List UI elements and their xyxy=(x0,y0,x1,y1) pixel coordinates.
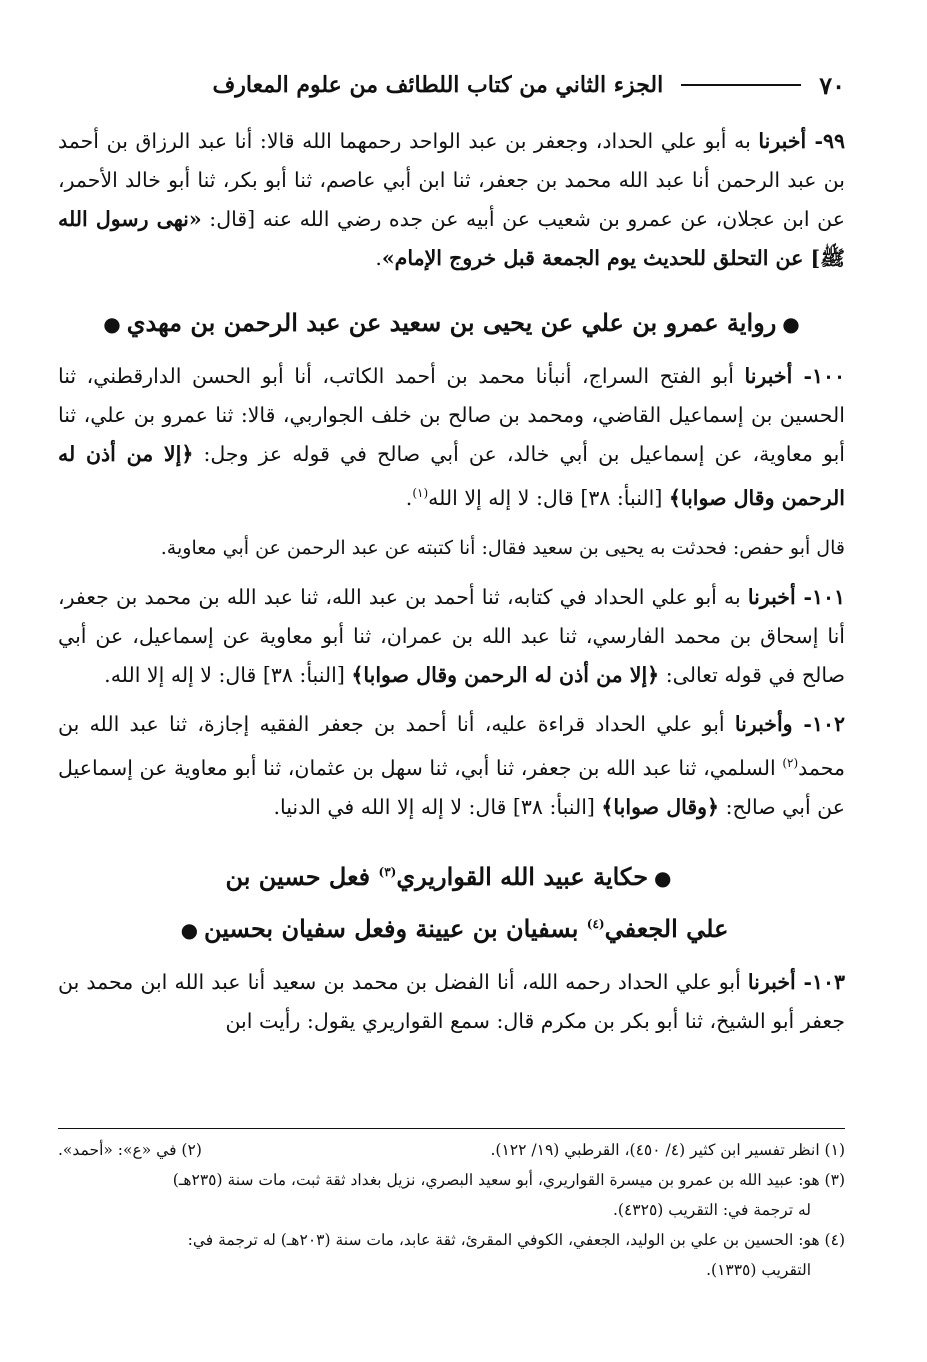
footnotes xyxy=(58,1128,845,1285)
footnote-ref-2: (٢) xyxy=(782,755,799,770)
abu-hafs-note: قال أبو حفص: فحدثت به يحيى بن سعيد فقال: أنا كتبته عن عبد الرحمن عن أبي معاوية. xyxy=(160,536,845,559)
footnote-ref-1: (١) xyxy=(412,486,429,500)
hadith-103: ١٠٣- أخبرنا أبو علي الحداد رحمه الله، أنا الفضل بن محمد بن سعيد أنا عبد الله ابن محمد بن جعفر أبو الشيخ، ثنا أبو بكر بن مكرم قال: سمع القواريري يقول: رأيت ابن xyxy=(58,969,845,1033)
hadith-100-quran: ﴿إلا من أذن له الرحمن وقال صوابا﴾ xyxy=(58,442,845,510)
footnote-3: (٣) هو: عبيد الله بن عمرو بن ميسرة القواريري، أبو سعيد البصري، نزيل بغداد ثقة ثبت، مات سنة (٢٣٥هـ) xyxy=(172,1171,845,1189)
hadith-99-matn: «نهى رسول الله ﷺ] عن التحلق للحديث يوم الجمعة قبل خروج الإمام» xyxy=(58,207,845,270)
heading-2-line-2: علي الجعفي$^{(٤)}$ بسفيان بن عيينة وفعل سفيان بحسين● xyxy=(180,913,729,943)
hadith-99-number: ٩٩- أخبرنا xyxy=(758,129,845,153)
hadith-99: ٩٩- أخبرنا به أبو علي الحداد، وجعفر بن عبد الواحد رحمهما الله قالا: أنا عبد الرزاق بن أحمد بن عبد الرحمن أنا عبد الله محمد بن جعفر، ثنا ابن أبي عاصم، ثنا أبو بكر، ثنا أبو خالد الأحمر، عن ابن عجلان، عن عمرو بن شعيب عن أبيه عن جده رضي الله عنه [قال: «نهى رسول الله ﷺ] عن التحلق للحديث يوم الجمعة قبل خروج الإمام». xyxy=(58,129,846,270)
header-rule xyxy=(681,84,801,86)
hadith-101-number: ١٠١- أخبرنا xyxy=(747,584,845,609)
hadith-101: ١٠١- أخبرنا به أبو علي الحداد في كتابه، ثنا أحمد بن عبد الله، ثنا عبد الله بن محمد بن جعفر، أنا إسحاق بن محمد الفارسي، ثنا عبد الله بن عمران، ثنا أبو معاوية عن إسماعيل، عن أبي صالح في قوله تعالى: ﴿إلا من أذن له الرحمن وقال صوابا﴾ [النبأ: ٣٨] قال: لا إله إلا الله. xyxy=(58,584,845,687)
running-title: الجزء الثاني من كتاب اللطائف من علوم المعارف xyxy=(212,72,664,98)
hadith-101-quran: ﴿إلا من أذن له الرحمن وقال صوابا﴾ xyxy=(351,662,660,687)
bullet-icon: ● xyxy=(654,865,672,890)
bullet-icon: ● xyxy=(103,312,121,336)
hadith-102-quran: ﴿وقال صوابا﴾ xyxy=(601,794,720,819)
hadith-102-number: ١٠٢- وأخبرنا xyxy=(734,711,845,736)
heading-2-line-1: ●حكاية عبيد الله القواريري$^{(٣)}$ فعل حسين بن xyxy=(225,861,672,891)
page-header xyxy=(58,58,845,112)
footnote-row-1-2 xyxy=(58,1135,845,1165)
section-heading-2 xyxy=(58,849,845,953)
hadith-103-number: ١٠٣- أخبرنا xyxy=(747,969,845,994)
section-heading-1: ●رواية عمرو بن علي عن يحيى بن سعيد عن عبد الرحمن بن مهدي● xyxy=(103,308,800,337)
footnote-2: (٢) في «ع»: «أحمد». xyxy=(58,1141,202,1159)
footnote-ref-4: (٤) xyxy=(586,916,605,931)
footnote-3-cont: له ترجمة في: التقريب (٤٣٢٥). xyxy=(613,1201,811,1219)
hadith-100: ١٠٠- أخبرنا أبو الفتح السراج، أنبأنا محمد بن أحمد الكاتب، أنا أبو الحسن الدارقطني، ثنا الحسين بن إسماعيل القاضي، ومحمد بن صالح بن خلف الجواربي، قالا: ثنا عمرو بن علي، ثنا أبو معاوية، عن إسماعيل بن أبي خالد، عن أبي صالح في قوله عز وجل: ﴿إلا من أذن له الرحمن وقال صوابا﴾ [النبأ: ٣٨] قال: لا إله إلا الله$^{(١)}$. xyxy=(58,364,845,510)
hadith-100-number: ١٠٠- أخبرنا xyxy=(744,364,845,388)
footnote-4: (٤) هو: الحسين بن علي بن الوليد، الجعفي، الكوفي المقرئ، ثقة عابد، مات سنة (٢٠٣هـ) له ترجمة في: xyxy=(187,1231,845,1249)
page-number: ٧٠ xyxy=(819,70,845,100)
bullet-icon: ● xyxy=(180,917,199,942)
footnote-1: (١) انظر تفسير ابن كثير (٤/ ٤٥٠)، القرطبي (١٩/ ١٢٢). xyxy=(490,1141,845,1159)
footnote-4-cont: التقريب (١٣٣٥). xyxy=(706,1261,811,1279)
footnote-ref-3: (٣) xyxy=(378,864,397,879)
hadith-102: ١٠٢- وأخبرنا أبو علي الحداد قراءة عليه، أنا أحمد بن جعفر الفقيه إجازة، ثنا عبد الله بن محمد$^{(٢)}$ السلمي، ثنا عبد الله بن جعفر، ثنا أبي، ثنا سهل بن عثمان، ثنا أبو معاوية عن إسماعيل عن أبي صالح: ﴿وقال صوابا﴾ [النبأ: ٣٨] قال: لا إله إلا الله في الدنيا. xyxy=(58,711,845,819)
bullet-icon: ● xyxy=(782,312,800,336)
